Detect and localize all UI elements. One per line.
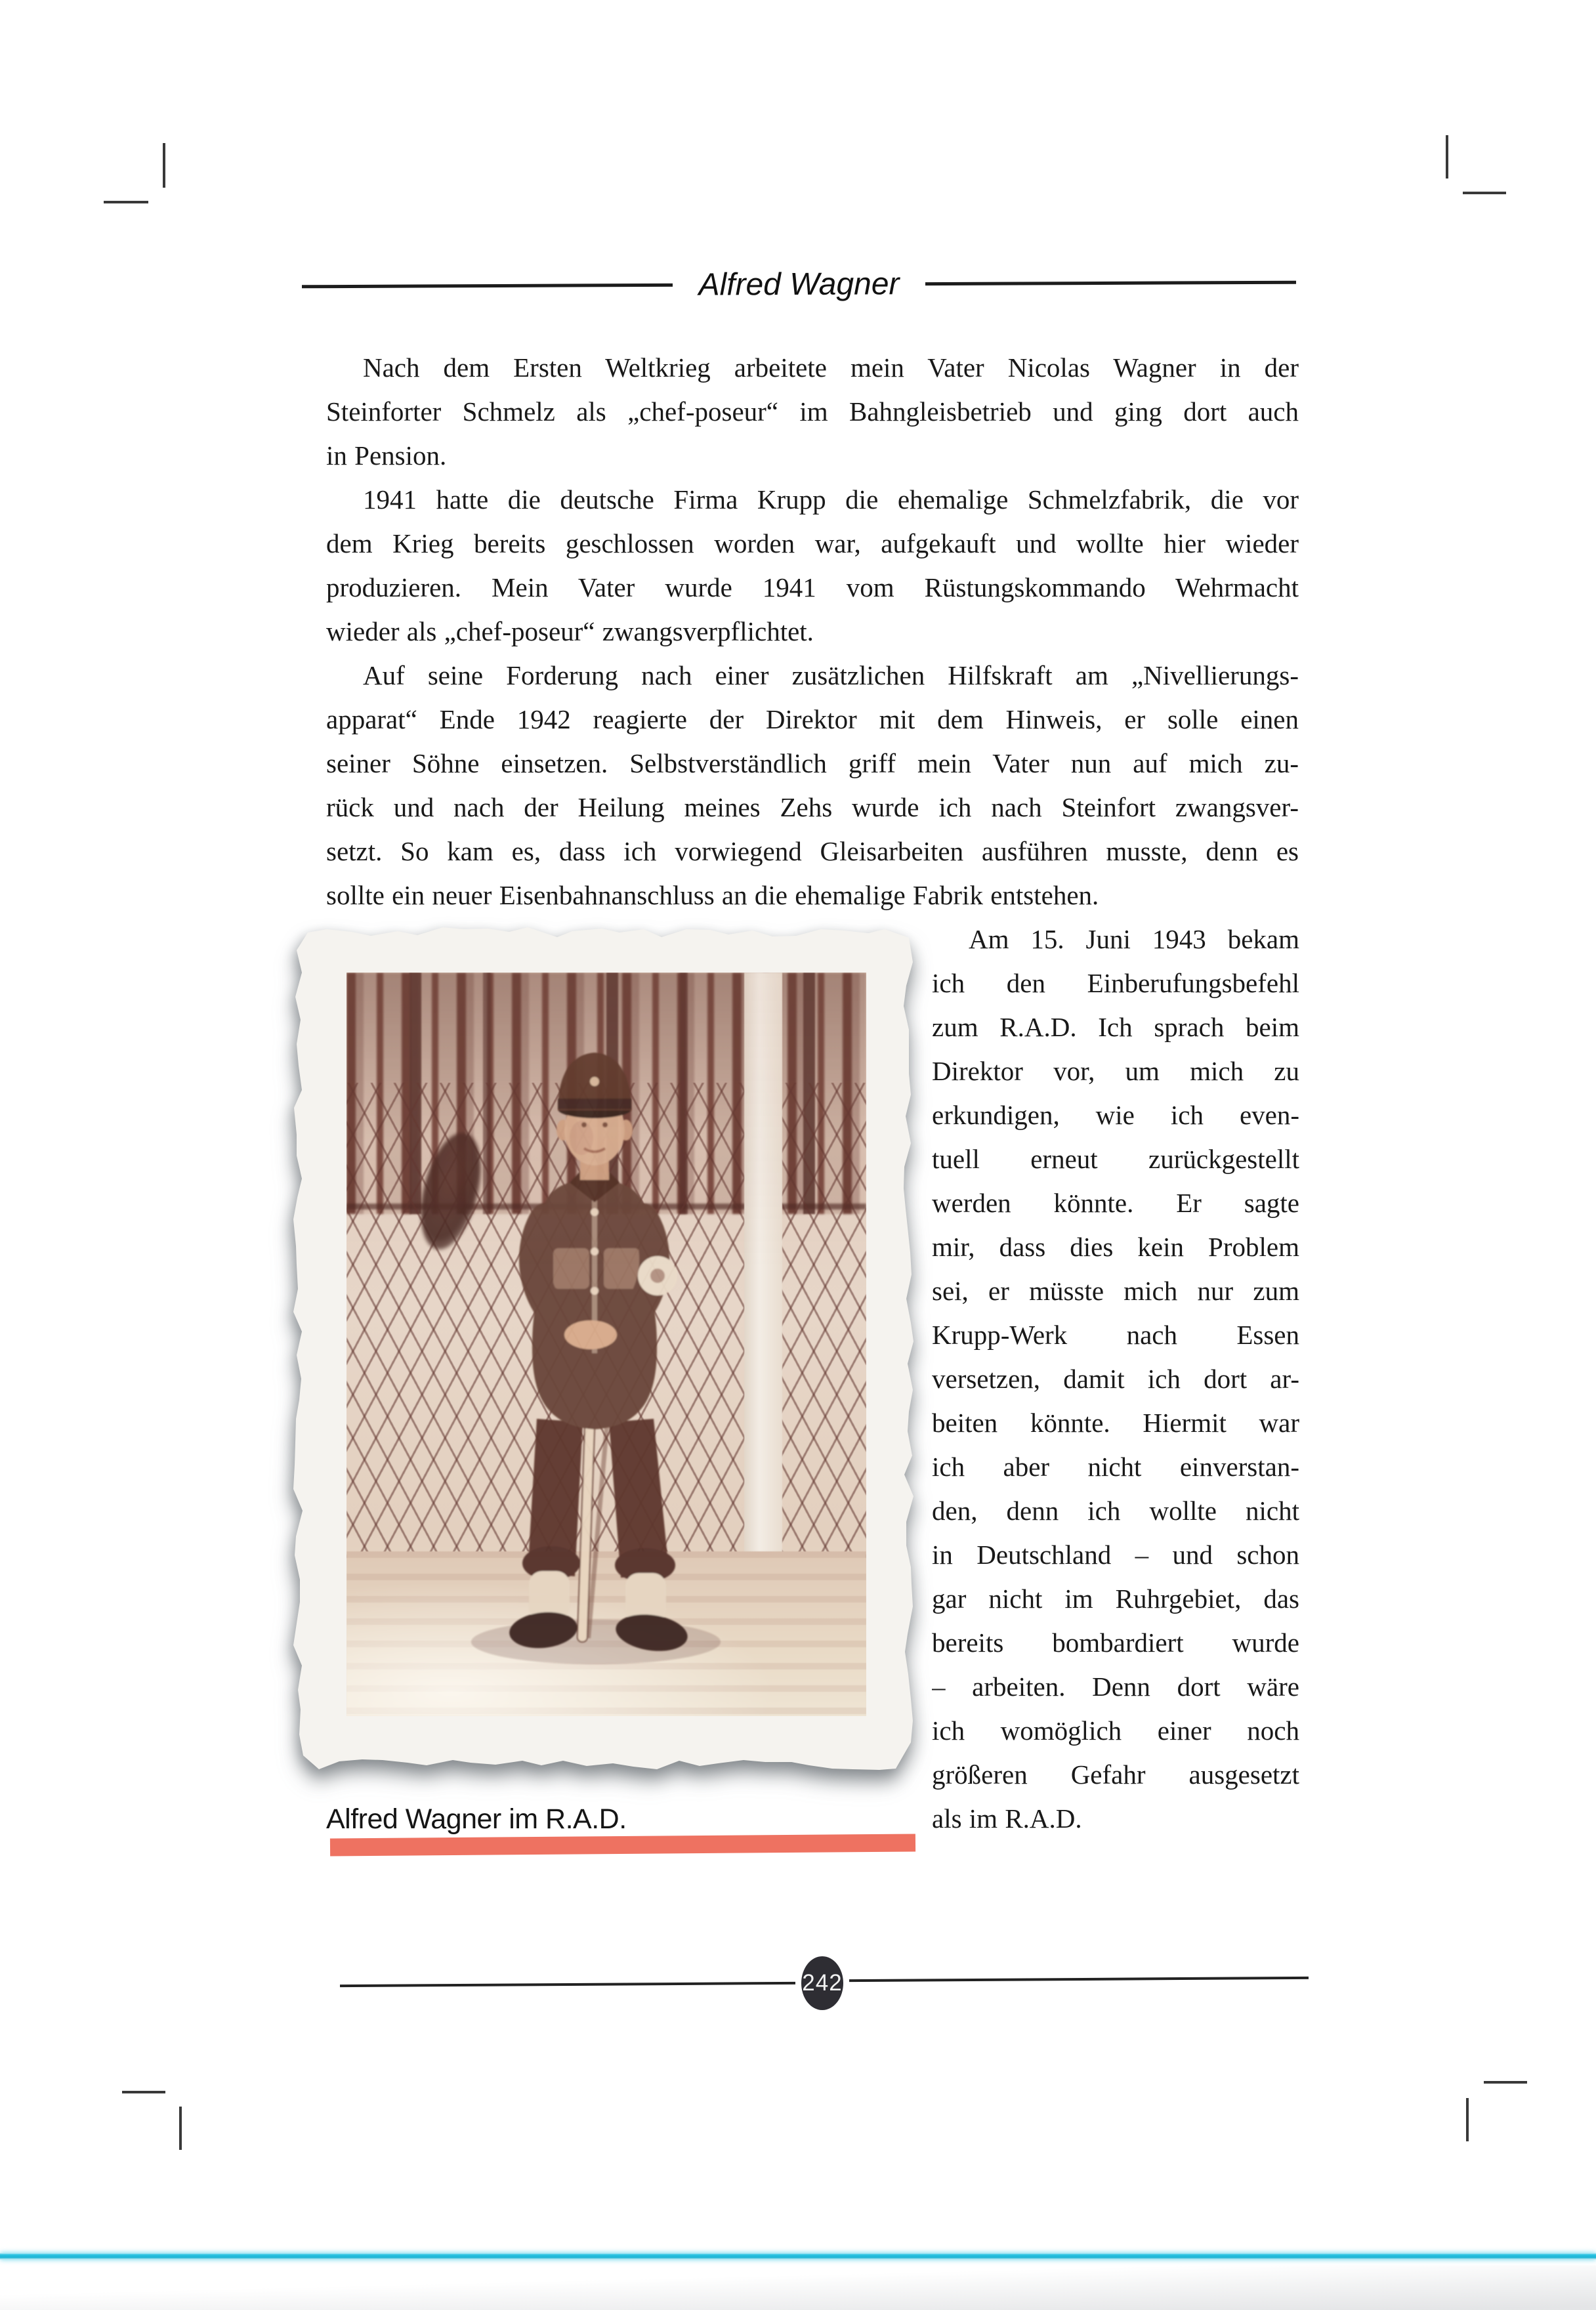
text-line: ich den Einberufungsbefehl	[932, 968, 1299, 998]
text-line: wieder als „chef-poseur“ zwangsverpflichtet.	[326, 616, 814, 646]
crop-mark-bottom-right-vertical	[1466, 2098, 1469, 2141]
text-line: in Pension.	[326, 440, 447, 471]
text-line: Am 15. Juni 1943 bekam	[969, 924, 1299, 954]
header-rule-right	[925, 280, 1296, 285]
crop-mark-top-left-vertical	[163, 143, 165, 188]
scan-bottom-shade	[0, 2265, 1596, 2310]
crop-mark-top-right-vertical	[1446, 135, 1448, 178]
photo-caption: Alfred Wagner im R.A.D.	[326, 1803, 627, 1835]
photo-side-column-text	[932, 917, 1299, 1841]
text-line: beiten könnte. Hiermit war	[932, 1408, 1299, 1438]
text-line: ich womöglich einer noch	[932, 1715, 1299, 1746]
text-line: dem Krieg bereits geschlossen worden war, aufgekauft und wollte hier wieder	[326, 528, 1299, 558]
text-line: seiner Söhne einsetzen. Selbstverständlich griff mein Vater nun auf mich zu-	[326, 748, 1299, 778]
crop-mark-top-left-horizontal	[104, 201, 148, 203]
body-text-block	[326, 346, 1299, 917]
text-line: Krupp-Werk nach Essen	[932, 1320, 1299, 1350]
page-number-badge	[801, 1956, 843, 2010]
text-line: rück und nach der Heilung meines Zehs wurde ich nach Steinfort zwangsver-	[326, 792, 1299, 822]
photograph	[293, 927, 914, 1770]
text-line: tuell erneut zurückgestellt	[932, 1144, 1299, 1174]
text-line: bereits bombardiert wurde	[932, 1628, 1299, 1658]
photo-deckled-frame	[293, 927, 914, 1770]
text-line: ich aber nicht einverstan-	[932, 1452, 1299, 1482]
crop-mark-top-right-horizontal	[1463, 192, 1506, 194]
footer-rule-left	[340, 1982, 795, 1987]
text-line: – arbeiten. Denn dort wäre	[932, 1671, 1299, 1702]
text-line: Nach dem Ersten Weltkrieg arbeitete mein Vater Nicolas Wagner in der	[363, 352, 1299, 383]
text-line: Steinforter Schmelz als „chef-poseur“ im Bahngleisbetrieb und ging dort auch	[326, 396, 1299, 427]
text-line: Direktor vor, um mich zu	[932, 1056, 1299, 1086]
scanner-cyan-line	[0, 2253, 1596, 2259]
text-line: werden könnte. Er sagte	[932, 1188, 1299, 1218]
text-line: sollte ein neuer Eisenbahnanschluss an die ehemalige Fabrik entstehen.	[326, 880, 1099, 910]
photo-image	[346, 973, 866, 1716]
page-number: 242	[802, 1970, 843, 1996]
text-line: produzieren. Mein Vater wurde 1941 vom Rüstungskommando Wehrmacht	[326, 572, 1299, 602]
text-line: in Deutschland – und schon	[932, 1540, 1299, 1570]
photo-sepia-wash	[346, 973, 866, 1716]
text-line: gar nicht im Ruhrgebiet, das	[932, 1584, 1299, 1614]
chapter-title: Alfred Wagner	[698, 266, 900, 303]
text-line: mir, dass dies kein Problem	[932, 1232, 1299, 1262]
text-line: als im R.A.D.	[932, 1803, 1082, 1834]
chapter-header	[302, 262, 1296, 306]
text-line: versetzen, damit ich dort ar-	[932, 1364, 1299, 1394]
header-rule-left	[302, 283, 673, 287]
text-line: 1941 hatte die deutsche Firma Krupp die ehemalige Schmelzfabrik, die vor	[363, 484, 1299, 514]
crop-mark-bottom-left-horizontal	[122, 2091, 165, 2093]
text-line: Auf seine Forderung nach einer zusätzlichen Hilfskraft am „Nivellierungs-	[363, 660, 1299, 690]
text-line: größeren Gefahr ausgesetzt	[932, 1759, 1299, 1790]
red-accent-bar	[330, 1834, 915, 1856]
text-line: sei, er müsste mich nur zum	[932, 1276, 1299, 1306]
crop-mark-bottom-left-vertical	[179, 2107, 182, 2150]
text-line: erkundigen, wie ich even-	[932, 1100, 1299, 1130]
text-line: zum R.A.D. Ich sprach beim	[932, 1012, 1299, 1042]
text-line: setzt. So kam es, dass ich vorwiegend Gleisarbeiten ausführen musste, denn es	[326, 836, 1299, 866]
crop-mark-bottom-right-horizontal	[1484, 2081, 1527, 2084]
footer-rule-right	[849, 1977, 1309, 1982]
text-line: apparat“ Ende 1942 reagierte der Direktor mit dem Hinweis, er solle einen	[326, 704, 1299, 734]
text-line: den, denn ich wollte nicht	[932, 1496, 1299, 1526]
